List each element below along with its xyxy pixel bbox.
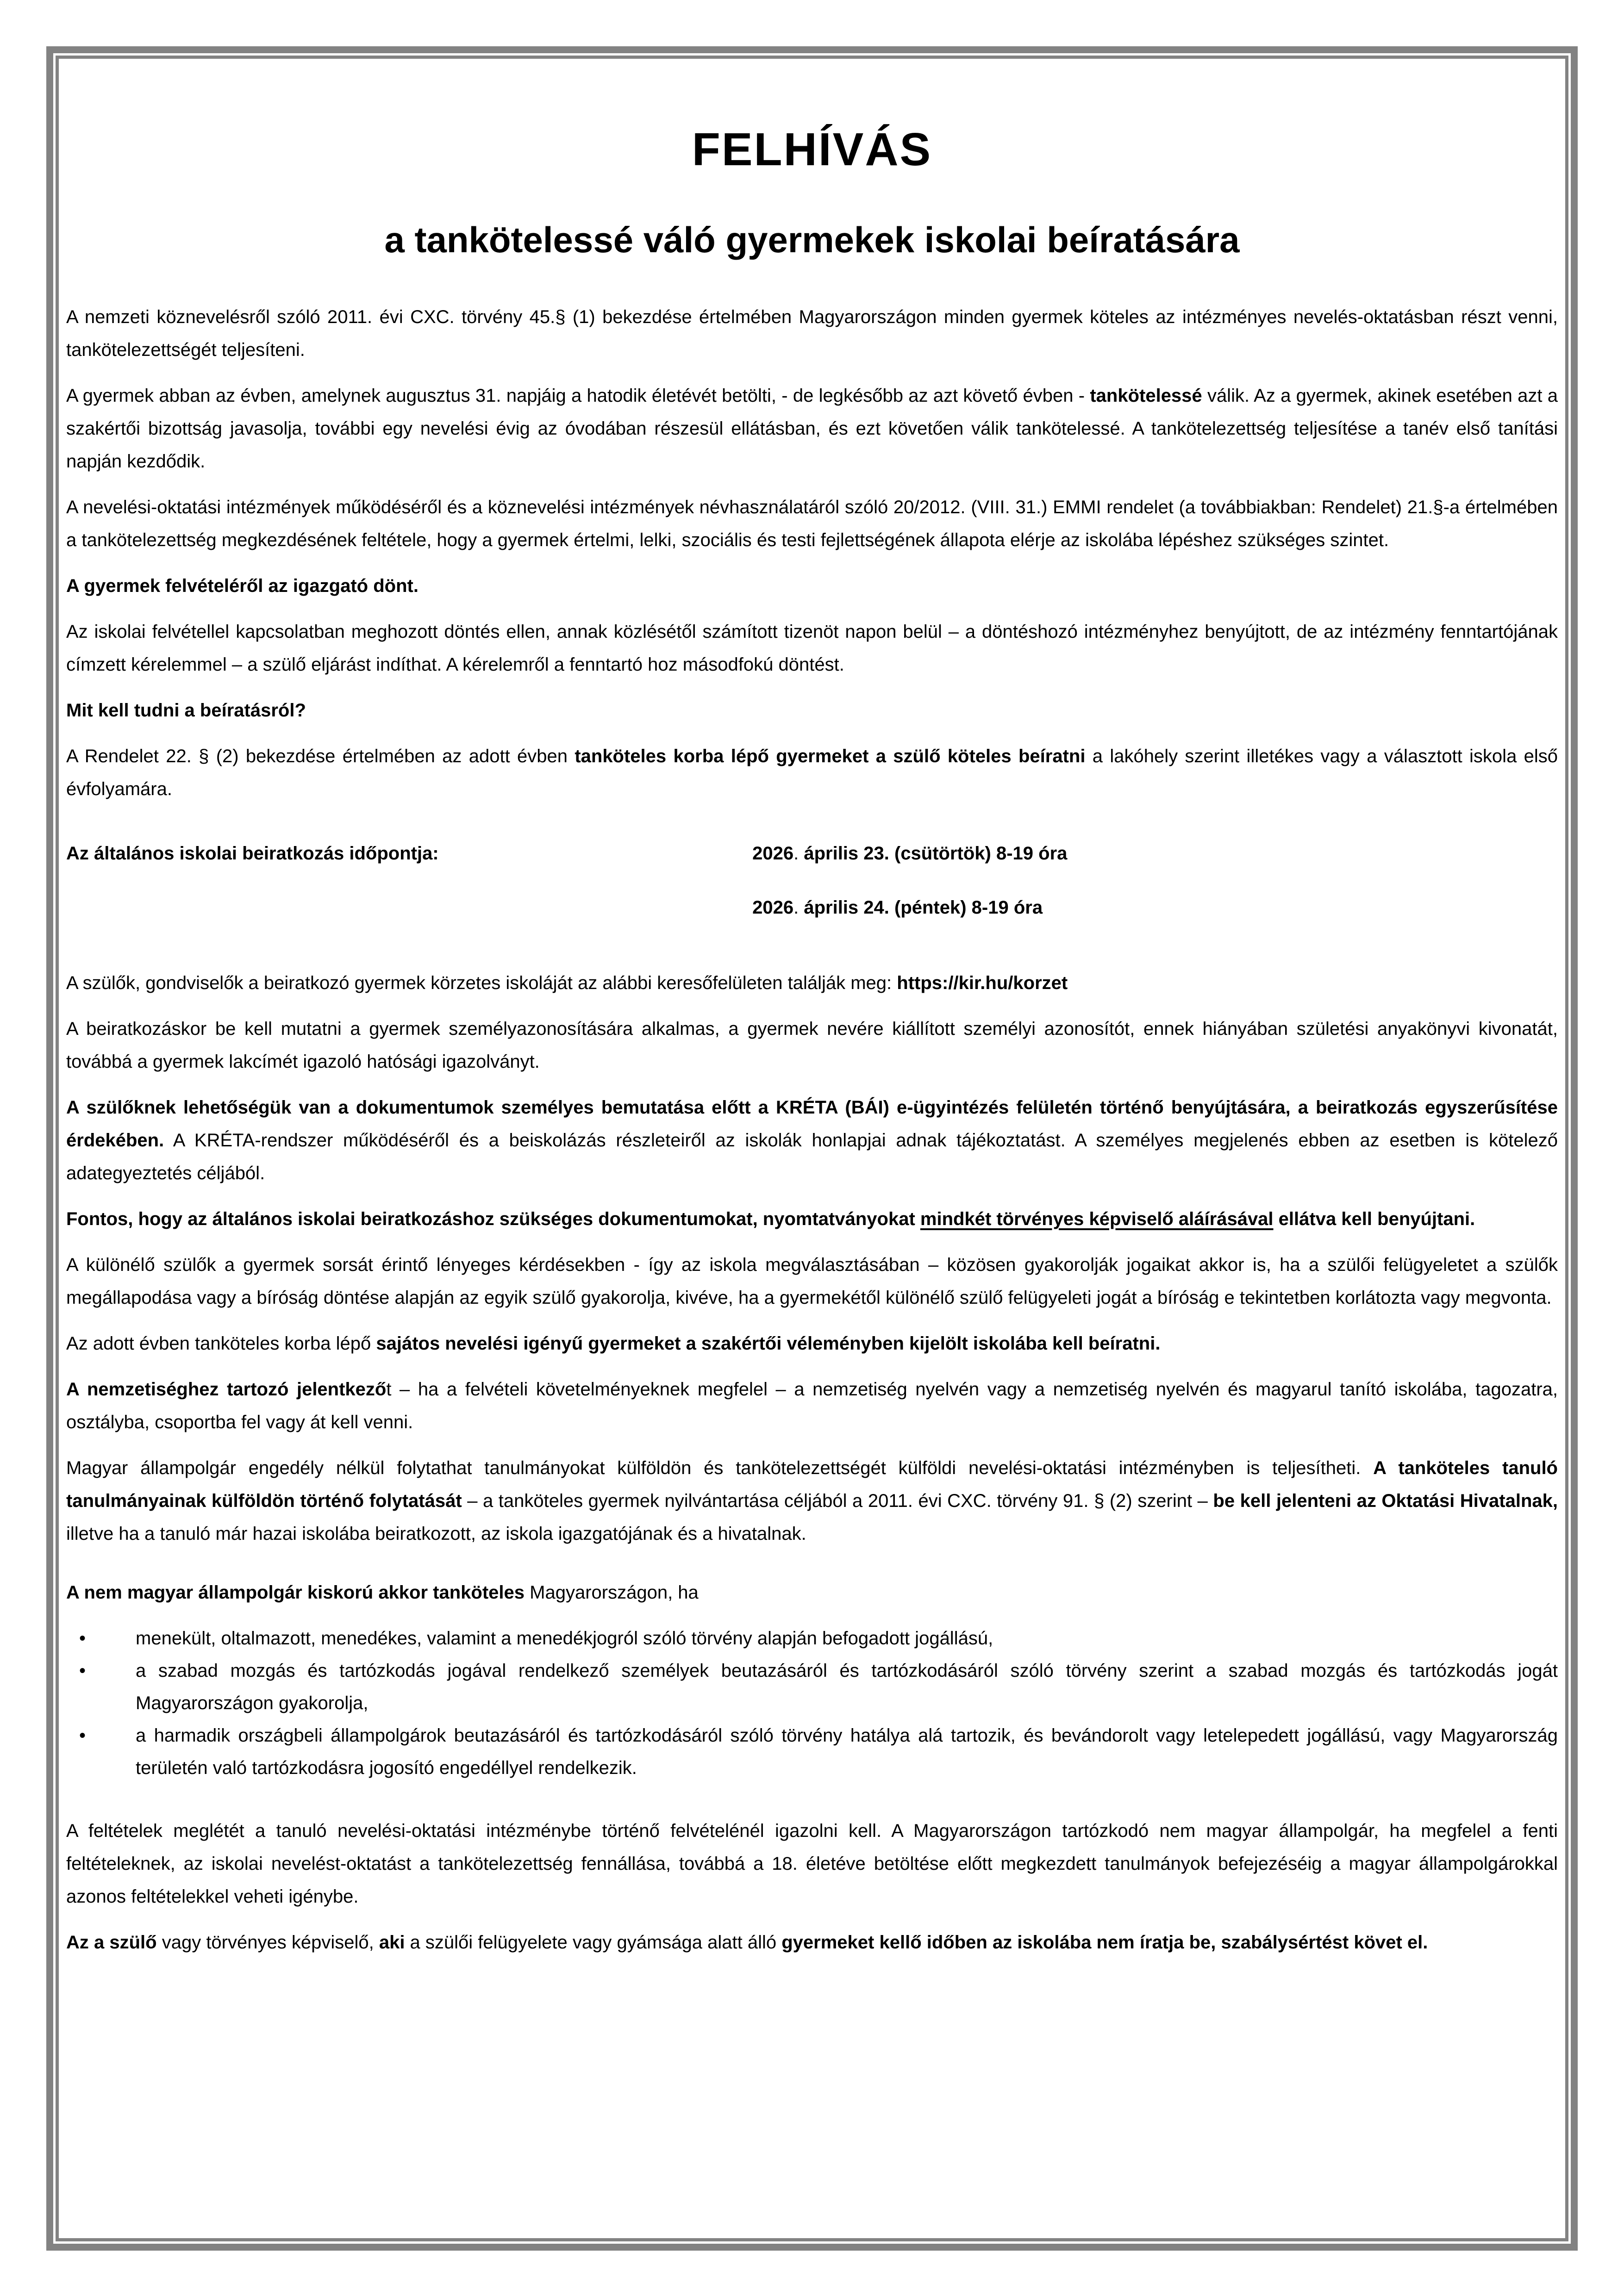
non-hungarian-citizen-paragraph	[66, 1576, 1558, 1609]
enrollment-dates	[66, 837, 1558, 946]
notice-page	[66, 64, 1558, 2233]
text-run: A feltételek meglétét a tanuló nevelési-oktatási intézménybe történő felvételénél igazolni kell. A Magyarországon tartózkodó nem magyar állampolgár, ha megfelel a fenti feltételeknek, az iskolai nevelést-oktatást a tankötelezettség fennállása, továbbá a 18. életéve betöltése előtt megkezdett tanulmányok befejezéséig a magyar állampolgárokkal azonos feltételekkel veheti igénybe.	[66, 1821, 1558, 1907]
compulsory-age-paragraph	[66, 380, 1558, 478]
text-run: A különélő szülők a gyermek sorsát érintő lényeges kérdésekben - így az iskola megválasztásában – közösen gyakorolják jogaikat akkor is, ha a szülői felügyeletet a szülők megállapodása vagy a bíróság döntése alapján az egyik szülő gyakorolja, kivéve, ha a gyermekétől különélő szülő felügyeleti jogát a bíróság e tekintetben korlátozta vagy megvonta.	[66, 1255, 1558, 1308]
sni-children-paragraph	[66, 1327, 1558, 1360]
bold-text: 2026	[752, 843, 794, 864]
list-item	[136, 1719, 1558, 1784]
document-title: FELHÍVÁS	[692, 124, 932, 175]
bold-text: gyermeket kellő időben az iskolába nem íratja be, szabálysértést követ el.	[781, 1932, 1428, 1953]
text-run: A szülők, gondviselők a beiratkozó gyermek körzetes iskoláját az alábbi keresőfelületen találják meg:	[66, 973, 897, 994]
document-body	[66, 301, 1558, 1959]
dates-lines	[752, 837, 1558, 946]
both-guardians-paragraph	[66, 1203, 1558, 1236]
bold-text: A tanköteles tanuló tanulmányainak külföldön történő folytatását	[66, 1458, 1558, 1512]
page-border-inner	[56, 56, 1568, 2241]
bold-text: Az a szülő	[66, 1932, 157, 1953]
nationality-paragraph	[66, 1373, 1558, 1439]
penalty-paragraph	[66, 1926, 1558, 1959]
text-run: .	[793, 843, 804, 864]
text-run: – a tanköteles gyermek nyilvántartása céljából a 2011. évi CXC. törvény 91. § (2) szerint –	[462, 1491, 1213, 1512]
bold-text: sajátos nevelési igényű gyermeket a szakértői véleményben kijelölt iskolába kell beíratni.	[376, 1333, 1161, 1354]
emmi-decree-paragraph	[66, 491, 1558, 557]
document-header	[66, 124, 1558, 260]
conditions-proof-paragraph	[66, 1815, 1558, 1913]
list-item	[136, 1622, 1558, 1655]
bold-text: A nem magyar állampolgár kiskorú akkor tanköteles	[66, 1582, 525, 1603]
text-run: a szülői felügyelete vagy gyámsága alatt álló	[405, 1932, 782, 1953]
text-run: válik. Az a gyermek, akinek esetében azt a szakértői bizottság javasolja, további egy nevelési évig az óvodában részesül ellátásban, és ezt követően válik tankötelessé. A tankötelezettség teljesítése a tanév első tanítási napján kezdődik.	[66, 386, 1558, 472]
bold-text: április 23. (csütörtök) 8-19 óra	[804, 843, 1068, 864]
separated-parents-paragraph	[66, 1249, 1558, 1314]
decree-22-paragraph	[66, 740, 1558, 806]
dates-label: Az általános iskolai beiratkozás időpontja:	[66, 843, 439, 864]
text-run: A nemzeti köznevelésről szóló 2011. évi CXC. törvény 45.§ (1) bekezdése értelmében Magyarországon minden gyermek köteles az intézményes nevelés-oktatásban részt venni, tankötelezettségét teljesíteni.	[66, 307, 1558, 361]
heading-enrollment-info	[66, 694, 1558, 727]
bold-text: ellátva kell benyújtani.	[1273, 1209, 1475, 1230]
text-run: A gyermek abban az évben, amelynek augusztus 31. napjáig a hatodik életévét betölti, - de legkésőbb az azt követő évben -	[66, 386, 1090, 406]
text-run: A Rendelet 22. § (2) bekezdése értelmében az adott évben	[66, 746, 575, 767]
bold-text: tanköteles korba lépő gyermeket a szülő köteles beíratni	[575, 746, 1086, 767]
text-run: A KRÉTA-rendszer működéséről és a beiskolázás részleteiről az iskolák honlapjai adnak tájékoztatást. A személyes megjelenés ebben az esetben is kötelező adategyeztetés céljából.	[66, 1130, 1558, 1184]
text-run: illetve ha a tanuló már hazai iskolába beiratkozott, az iskola igazgatójának és a hivatalnak.	[66, 1524, 806, 1544]
studies-abroad-paragraph	[66, 1452, 1558, 1550]
bold-text: be kell jelenteni az Oktatási Hivatalnak,	[1213, 1491, 1558, 1512]
heading-principal-decision	[66, 570, 1558, 603]
text-run: a szabad mozgás és tartózkodás jogával rendelkező személyek beutazásáról és tartózkodásáról szóló törvény szerint a szabad mozgás és tartózkodás jogát Magyarországon gyakorolja,	[136, 1661, 1558, 1714]
bold-text: aki	[379, 1932, 405, 1953]
bold-text: A szülőknek lehetőségük van a dokumentumok személyes bemutatása előtt a KRÉTA (BÁI) e-ügyintézés felületén történő benyújtására, a beiratkozás egyszerűsítése érdekében.	[66, 1097, 1558, 1151]
bold-text: Mit kell tudni a beíratásról?	[66, 700, 306, 721]
text-run: A nevelési-oktatási intézmények működéséről és a köznevelési intézmények névhasználatáról szóló 20/2012. (VIII. 31.) EMMI rendelet (a továbbiakban: Rendelet) 21.§-a értelmében a tankötelezettség megkezdésének feltétele, hogy a gyermek értelmi, lelki, szociális és testi fejlettségének állapota elérje az iskolába lépéshez szükséges szintet.	[66, 497, 1558, 551]
page-border-outer	[46, 46, 1578, 2251]
bold-text: A nemzetiséghez tartozó jelentkező	[66, 1379, 387, 1400]
text-run: Magyar állampolgár engedély nélkül folytathat tanulmányokat külföldön és tankötelezettségét külföldi nevelési-oktatási intézményben is teljesítheti.	[66, 1458, 1374, 1479]
bold-text: A gyermek felvételéről az igazgató dönt.	[66, 576, 418, 597]
bold-text: https://kir.hu/korzet	[897, 973, 1068, 994]
bold-text: Fontos, hogy az általános iskolai beiratkozáshoz szükséges dokumentumokat, nyomtatványokat	[66, 1209, 920, 1230]
text-run: a lakóhely szerint illetékes vagy a választott iskola első évfolyamára.	[66, 746, 1558, 800]
text-run: .	[793, 897, 804, 918]
date-line	[752, 837, 1558, 870]
text-run: Az iskolai felvétellel kapcsolatban meghozott döntés ellen, annak közlésétől számított tizenöt napon belül – a döntéshozó intézményhez benyújtott, de az intézmény fenntartójának címzett kérelemmel – a szülő eljárást indíthat. A kérelemről a fenntartó hoz másodfokú döntést.	[66, 622, 1558, 675]
bold-text: 2026	[752, 897, 794, 918]
eligibility-bullet-list	[66, 1622, 1558, 1784]
text-run: a harmadik országbeli állampolgárok beutazásáról és tartózkodásáról szóló törvény hatálya alá tartozik, és bevándorolt vagy letelepedett jogállású, vagy Magyarország területén való tartózkodásra jogosító engedéllyel rendelkezik.	[136, 1725, 1558, 1779]
appeal-paragraph	[66, 616, 1558, 681]
korzet-search-paragraph	[66, 967, 1558, 1000]
intro-law-paragraph	[66, 301, 1558, 367]
document-subtitle: a tankötelessé váló gyermekek iskolai beíratására	[384, 219, 1240, 260]
documents-required-paragraph	[66, 1013, 1558, 1078]
text-run: A beiratkozáskor be kell mutatni a gyermek személyazonosítására alkalmas, a gyermek nevére kiállított személyi azonosítót, ennek hiányában születési anyakönyvi kivonatát, továbbá a gyermek lakcímét igazoló hatósági igazolványt.	[66, 1019, 1558, 1072]
text-run: Az adott évben tanköteles korba lépő	[66, 1333, 376, 1354]
bold-text: tankötelessé	[1090, 386, 1202, 406]
kreta-paragraph	[66, 1091, 1558, 1190]
text-run: menekült, oltalmazott, menedékes, valamint a menedékjogról szóló törvény alapján befogadott jogállású,	[136, 1628, 993, 1649]
text-run: Magyarországon, ha	[525, 1582, 699, 1603]
date-line	[752, 891, 1558, 924]
bold-text: április 24. (péntek) 8-19 óra	[804, 897, 1043, 918]
text-run: vagy törvényes képviselő,	[156, 1932, 379, 1953]
text-run: t – ha a felvételi követelményeknek megfelel – a nemzetiség nyelvén vagy a nemzetiség nyelvén és magyarul tanító iskolába, tagozatra, osztályba, csoportba fel vagy át kell venni.	[66, 1379, 1558, 1433]
underlined-text: mindkét törvényes képviselő aláírásával	[920, 1209, 1274, 1230]
list-item	[136, 1655, 1558, 1719]
